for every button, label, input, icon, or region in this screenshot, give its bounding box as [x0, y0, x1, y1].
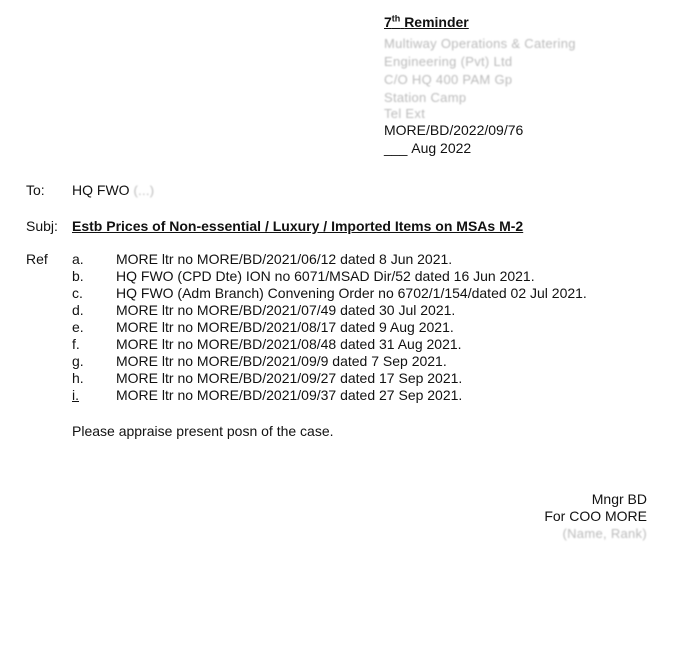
to-label: To: — [26, 182, 45, 198]
letter-date — [384, 140, 471, 156]
subject-label: Subj: — [26, 218, 58, 234]
address-line: C/O HQ 400 PAM Gp — [384, 72, 513, 87]
reference-list: a. MORE ltr no MORE/BD/2021/06/12 dated 8 Jun 2021. b. HQ FWO (CPD Dte) ION no 6071/MSAD Dir/52 dated 16 Jun 2021. c. HQ FWO (Adm Branch) Convening Order no 6702/1/154/dated 02 Jul 2021. d. MORE ltr no MORE/BD/2021/07/49 dated 30 Jul 2021. e. MORE ltr no MORE/BD/2021/08/17 dated 9 Aug 2021. f. MORE ltr no MORE/BD/2021/08/48 dated 31 Aug 2021. g. MORE ltr no MORE/BD/2021/09/9 dated 7 Sep 2021. h. MORE ltr no MORE/BD/2021/09/27 dated 17 Sep 2021. i. MORE ltr no MORE/BD/2021/09/37 dated 27 Sep 2021. — [72, 251, 587, 403]
date-month-year: Aug 2022 — [411, 140, 472, 156]
to-value: HQ FWO (...) — [72, 182, 155, 198]
address-line: Engineering (Pvt) Ltd — [384, 54, 513, 69]
date-blank: ___ — [384, 140, 408, 156]
address-line: Tel Ext — [384, 106, 426, 121]
signature-title: Mngr BD — [591, 491, 647, 507]
signature-org: For COO MORE — [544, 508, 647, 524]
reference-number: MORE/BD/2022/09/76 — [384, 122, 524, 138]
body-paragraph: Please appraise present posn of the case. — [72, 423, 334, 439]
ref-label: Ref — [26, 251, 48, 267]
reminder-heading: 7th Reminder — [384, 13, 469, 30]
to-blurred: (...) — [133, 183, 155, 198]
subject-text: Estb Prices of Non-essential / Luxury / Imported Items on MSAs M-2 — [72, 218, 524, 234]
signature-name-blurred: (Name, Rank) — [562, 526, 647, 541]
address-line: Multiway Operations & Catering — [384, 36, 576, 51]
address-line: Station Camp — [384, 90, 467, 105]
